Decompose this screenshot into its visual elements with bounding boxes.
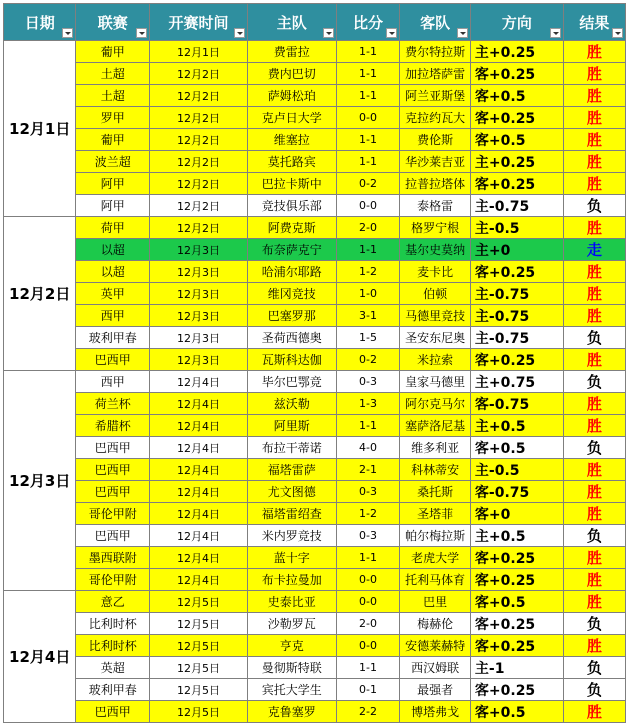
league-cell: 巴西甲 bbox=[76, 349, 150, 371]
home-team-cell: 毕尔巴鄂竞 bbox=[247, 371, 336, 393]
time-cell: 12月4日 bbox=[150, 437, 248, 459]
score-cell: 1-1 bbox=[336, 547, 400, 569]
result-cell: 负 bbox=[563, 195, 625, 217]
result-cell: 胜 bbox=[563, 85, 625, 107]
table-row bbox=[4, 591, 626, 613]
result-cell: 负 bbox=[563, 525, 625, 547]
away-team-cell: 马德里竞技 bbox=[400, 305, 471, 327]
direction-cell: 客+0.25 bbox=[470, 635, 563, 657]
league-cell: 西甲 bbox=[76, 305, 150, 327]
league-cell: 玻利甲春 bbox=[76, 327, 150, 349]
table-row bbox=[4, 107, 626, 129]
table-row bbox=[4, 327, 626, 349]
filter-dropdown-icon[interactable] bbox=[323, 28, 334, 38]
time-cell: 12月3日 bbox=[150, 261, 248, 283]
header-away bbox=[400, 4, 471, 41]
home-team-cell: 宾托大学生 bbox=[247, 679, 336, 701]
table-row bbox=[4, 415, 626, 437]
home-team-cell: 瓦斯科达伽 bbox=[247, 349, 336, 371]
result-cell: 走 bbox=[563, 239, 625, 261]
score-cell: 1-0 bbox=[336, 283, 400, 305]
time-cell: 12月2日 bbox=[150, 195, 248, 217]
league-cell: 荷甲 bbox=[76, 217, 150, 239]
table-row bbox=[4, 481, 626, 503]
result-cell: 胜 bbox=[563, 173, 625, 195]
league-cell: 希腊杯 bbox=[76, 415, 150, 437]
away-team-cell: 托利马体育 bbox=[400, 569, 471, 591]
league-cell: 英甲 bbox=[76, 283, 150, 305]
direction-cell: 客+0.25 bbox=[470, 261, 563, 283]
direction-cell: 主+0.5 bbox=[470, 415, 563, 437]
table-row bbox=[4, 261, 626, 283]
table-row bbox=[4, 459, 626, 481]
result-cell: 负 bbox=[563, 371, 625, 393]
time-cell: 12月3日 bbox=[150, 283, 248, 305]
league-cell: 英超 bbox=[76, 657, 150, 679]
home-team-cell: 维塞拉 bbox=[247, 129, 336, 151]
home-team-cell: 竞技俱乐部 bbox=[247, 195, 336, 217]
league-cell: 阿甲 bbox=[76, 173, 150, 195]
score-cell: 0-0 bbox=[336, 569, 400, 591]
away-team-cell: 泰格雷 bbox=[400, 195, 471, 217]
header-label: 开赛时间 bbox=[168, 13, 229, 32]
direction-cell: 主+0.75 bbox=[470, 371, 563, 393]
result-cell: 负 bbox=[563, 613, 625, 635]
direction-cell: 客+0.5 bbox=[470, 437, 563, 459]
league-cell: 土超 bbox=[76, 63, 150, 85]
league-cell: 葡甲 bbox=[76, 129, 150, 151]
table-row bbox=[4, 129, 626, 151]
header-direction bbox=[470, 4, 563, 41]
header-date bbox=[4, 4, 76, 41]
score-cell: 1-1 bbox=[336, 151, 400, 173]
away-team-cell: 帕尔梅拉斯 bbox=[400, 525, 471, 547]
league-cell: 巴西甲 bbox=[76, 437, 150, 459]
home-team-cell: 莫托路宾 bbox=[247, 151, 336, 173]
home-team-cell: 费内巴切 bbox=[247, 63, 336, 85]
league-cell: 以超 bbox=[76, 239, 150, 261]
header-label: 结果 bbox=[579, 13, 610, 32]
home-team-cell: 巴塞罗那 bbox=[247, 305, 336, 327]
table-row bbox=[4, 349, 626, 371]
home-team-cell: 布奈萨克宁 bbox=[247, 239, 336, 261]
direction-cell: 客+0.5 bbox=[470, 591, 563, 613]
result-cell: 胜 bbox=[563, 635, 625, 657]
direction-cell: 客+0.25 bbox=[470, 107, 563, 129]
league-cell: 波兰超 bbox=[76, 151, 150, 173]
result-cell: 胜 bbox=[563, 569, 625, 591]
result-cell: 负 bbox=[563, 679, 625, 701]
results-table bbox=[3, 3, 626, 723]
time-cell: 12月4日 bbox=[150, 569, 248, 591]
result-cell: 胜 bbox=[563, 393, 625, 415]
time-cell: 12月3日 bbox=[150, 349, 248, 371]
away-team-cell: 阿兰亚斯堡 bbox=[400, 85, 471, 107]
score-cell: 1-1 bbox=[336, 239, 400, 261]
time-cell: 12月5日 bbox=[150, 635, 248, 657]
result-cell: 胜 bbox=[563, 415, 625, 437]
result-cell: 胜 bbox=[563, 305, 625, 327]
time-cell: 12月5日 bbox=[150, 613, 248, 635]
result-cell: 负 bbox=[563, 437, 625, 459]
score-cell: 0-0 bbox=[336, 195, 400, 217]
table-row bbox=[4, 283, 626, 305]
time-cell: 12月3日 bbox=[150, 239, 248, 261]
direction-cell: 主-0.5 bbox=[470, 217, 563, 239]
league-cell: 西甲 bbox=[76, 371, 150, 393]
away-team-cell: 老虎大学 bbox=[400, 547, 471, 569]
away-team-cell: 塞萨洛尼基 bbox=[400, 415, 471, 437]
league-cell: 哥伦甲附 bbox=[76, 569, 150, 591]
league-cell: 比利时杯 bbox=[76, 613, 150, 635]
direction-cell: 客+0.5 bbox=[470, 701, 563, 723]
filter-dropdown-icon[interactable] bbox=[457, 28, 468, 38]
score-cell: 1-1 bbox=[336, 41, 400, 63]
away-team-cell: 西汉姆联 bbox=[400, 657, 471, 679]
home-team-cell: 曼彻斯特联 bbox=[247, 657, 336, 679]
table-row bbox=[4, 217, 626, 239]
away-team-cell: 费伦斯 bbox=[400, 129, 471, 151]
home-team-cell: 巴拉卡斯中 bbox=[247, 173, 336, 195]
score-cell: 1-5 bbox=[336, 327, 400, 349]
result-cell: 胜 bbox=[563, 349, 625, 371]
score-cell: 0-0 bbox=[336, 591, 400, 613]
away-team-cell: 克拉约瓦大 bbox=[400, 107, 471, 129]
table-row bbox=[4, 63, 626, 85]
league-cell: 阿甲 bbox=[76, 195, 150, 217]
table-row bbox=[4, 613, 626, 635]
league-cell: 巴西甲 bbox=[76, 481, 150, 503]
score-cell: 0-3 bbox=[336, 525, 400, 547]
direction-cell: 主+0.25 bbox=[470, 41, 563, 63]
home-team-cell: 亨克 bbox=[247, 635, 336, 657]
direction-cell: 客-0.75 bbox=[470, 393, 563, 415]
direction-cell: 主-0.5 bbox=[470, 459, 563, 481]
home-team-cell: 阿里斯 bbox=[247, 415, 336, 437]
time-cell: 12月3日 bbox=[150, 327, 248, 349]
home-team-cell: 克卢日大学 bbox=[247, 107, 336, 129]
table-row bbox=[4, 85, 626, 107]
away-team-cell: 圣塔菲 bbox=[400, 503, 471, 525]
direction-cell: 客+0.5 bbox=[470, 85, 563, 107]
time-cell: 12月2日 bbox=[150, 217, 248, 239]
date-cell: 12月1日 bbox=[4, 41, 76, 217]
direction-cell: 主-1 bbox=[470, 657, 563, 679]
header-league bbox=[76, 4, 150, 41]
home-team-cell: 米内罗竞技 bbox=[247, 525, 336, 547]
home-team-cell: 福塔雷萨 bbox=[247, 459, 336, 481]
score-cell: 1-1 bbox=[336, 129, 400, 151]
home-team-cell: 维冈竞技 bbox=[247, 283, 336, 305]
table-row bbox=[4, 701, 626, 723]
score-cell: 2-0 bbox=[336, 217, 400, 239]
direction-cell: 客+0.25 bbox=[470, 173, 563, 195]
result-cell: 胜 bbox=[563, 459, 625, 481]
time-cell: 12月4日 bbox=[150, 547, 248, 569]
league-cell: 土超 bbox=[76, 85, 150, 107]
result-cell: 胜 bbox=[563, 283, 625, 305]
time-cell: 12月2日 bbox=[150, 63, 248, 85]
header-score bbox=[336, 4, 400, 41]
header-label: 方向 bbox=[501, 13, 532, 32]
table-row bbox=[4, 239, 626, 261]
league-cell: 巴西甲 bbox=[76, 459, 150, 481]
date-cell: 12月4日 bbox=[4, 591, 76, 723]
home-team-cell: 蓝十字 bbox=[247, 547, 336, 569]
direction-cell: 主+0.5 bbox=[470, 525, 563, 547]
score-cell: 1-1 bbox=[336, 85, 400, 107]
score-cell: 3-1 bbox=[336, 305, 400, 327]
filter-dropdown-icon[interactable] bbox=[550, 28, 561, 38]
result-cell: 胜 bbox=[563, 591, 625, 613]
away-team-cell: 桑托斯 bbox=[400, 481, 471, 503]
home-team-cell: 沙勒罗瓦 bbox=[247, 613, 336, 635]
home-team-cell: 布拉干蒂诺 bbox=[247, 437, 336, 459]
home-team-cell: 哈浦尔耶路 bbox=[247, 261, 336, 283]
table-row bbox=[4, 305, 626, 327]
away-team-cell: 华沙莱吉亚 bbox=[400, 151, 471, 173]
header-label: 联赛 bbox=[97, 13, 128, 32]
table-row bbox=[4, 437, 626, 459]
away-team-cell: 米拉索 bbox=[400, 349, 471, 371]
date-cell: 12月3日 bbox=[4, 371, 76, 591]
time-cell: 12月2日 bbox=[150, 107, 248, 129]
away-team-cell: 维多利亚 bbox=[400, 437, 471, 459]
score-cell: 1-3 bbox=[336, 393, 400, 415]
result-cell: 胜 bbox=[563, 217, 625, 239]
direction-cell: 主-0.75 bbox=[470, 195, 563, 217]
time-cell: 12月4日 bbox=[150, 481, 248, 503]
league-cell: 哥伦甲附 bbox=[76, 503, 150, 525]
table-row bbox=[4, 679, 626, 701]
league-cell: 葡甲 bbox=[76, 41, 150, 63]
score-cell: 1-2 bbox=[336, 503, 400, 525]
score-cell: 1-1 bbox=[336, 657, 400, 679]
table-row bbox=[4, 195, 626, 217]
time-cell: 12月2日 bbox=[150, 173, 248, 195]
score-cell: 0-2 bbox=[336, 173, 400, 195]
home-team-cell: 阿费克斯 bbox=[247, 217, 336, 239]
away-team-cell: 麦卡比 bbox=[400, 261, 471, 283]
table-row bbox=[4, 393, 626, 415]
filter-dropdown-icon[interactable] bbox=[234, 28, 245, 38]
away-team-cell: 巴里 bbox=[400, 591, 471, 613]
direction-cell: 主+0.25 bbox=[470, 151, 563, 173]
score-cell: 0-0 bbox=[336, 635, 400, 657]
table-row bbox=[4, 657, 626, 679]
score-cell: 2-0 bbox=[336, 613, 400, 635]
time-cell: 12月4日 bbox=[150, 503, 248, 525]
score-cell: 0-0 bbox=[336, 107, 400, 129]
direction-cell: 客-0.75 bbox=[470, 481, 563, 503]
direction-cell: 客+0 bbox=[470, 503, 563, 525]
result-cell: 胜 bbox=[563, 503, 625, 525]
score-cell: 2-2 bbox=[336, 701, 400, 723]
direction-cell: 主-0.75 bbox=[470, 283, 563, 305]
direction-cell: 客+0.25 bbox=[470, 679, 563, 701]
result-cell: 胜 bbox=[563, 129, 625, 151]
score-cell: 0-3 bbox=[336, 371, 400, 393]
time-cell: 12月4日 bbox=[150, 525, 248, 547]
filter-dropdown-icon[interactable] bbox=[136, 28, 147, 38]
result-cell: 胜 bbox=[563, 547, 625, 569]
home-team-cell: 圣荷西德奥 bbox=[247, 327, 336, 349]
score-cell: 0-2 bbox=[336, 349, 400, 371]
header-label: 比分 bbox=[353, 13, 384, 32]
header-label: 客队 bbox=[420, 13, 451, 32]
direction-cell: 客+0.25 bbox=[470, 547, 563, 569]
table-row bbox=[4, 371, 626, 393]
away-team-cell: 皇家马德里 bbox=[400, 371, 471, 393]
home-team-cell: 克鲁塞罗 bbox=[247, 701, 336, 723]
league-cell: 巴西甲 bbox=[76, 525, 150, 547]
direction-cell: 客+0.5 bbox=[470, 129, 563, 151]
away-team-cell: 格罗宁根 bbox=[400, 217, 471, 239]
away-team-cell: 最强者 bbox=[400, 679, 471, 701]
away-team-cell: 伯顿 bbox=[400, 283, 471, 305]
league-cell: 荷兰杯 bbox=[76, 393, 150, 415]
score-cell: 0-1 bbox=[336, 679, 400, 701]
direction-cell: 客+0.25 bbox=[470, 349, 563, 371]
table-row bbox=[4, 547, 626, 569]
score-cell: 1-1 bbox=[336, 415, 400, 437]
home-team-cell: 萨姆松珀 bbox=[247, 85, 336, 107]
table-row bbox=[4, 151, 626, 173]
direction-cell: 主+0 bbox=[470, 239, 563, 261]
home-team-cell: 兹沃勒 bbox=[247, 393, 336, 415]
time-cell: 12月3日 bbox=[150, 305, 248, 327]
direction-cell: 客+0.25 bbox=[470, 569, 563, 591]
score-cell: 2-1 bbox=[336, 459, 400, 481]
table-row bbox=[4, 525, 626, 547]
table-row bbox=[4, 41, 626, 63]
score-cell: 4-0 bbox=[336, 437, 400, 459]
result-cell: 负 bbox=[563, 327, 625, 349]
time-cell: 12月4日 bbox=[150, 393, 248, 415]
time-cell: 12月4日 bbox=[150, 415, 248, 437]
table-row bbox=[4, 635, 626, 657]
time-cell: 12月4日 bbox=[150, 371, 248, 393]
time-cell: 12月4日 bbox=[150, 459, 248, 481]
header-home bbox=[247, 4, 336, 41]
away-team-cell: 拉普拉塔体 bbox=[400, 173, 471, 195]
direction-cell: 客+0.25 bbox=[470, 613, 563, 635]
result-cell: 胜 bbox=[563, 701, 625, 723]
result-cell: 胜 bbox=[563, 481, 625, 503]
home-team-cell: 布卡拉曼加 bbox=[247, 569, 336, 591]
home-team-cell: 福塔雷绍查 bbox=[247, 503, 336, 525]
result-cell: 负 bbox=[563, 657, 625, 679]
table-body bbox=[4, 41, 626, 723]
result-cell: 胜 bbox=[563, 41, 625, 63]
score-cell: 0-3 bbox=[336, 481, 400, 503]
time-cell: 12月5日 bbox=[150, 657, 248, 679]
filter-dropdown-icon[interactable] bbox=[62, 28, 73, 38]
score-cell: 1-1 bbox=[336, 63, 400, 85]
home-team-cell: 尤文图德 bbox=[247, 481, 336, 503]
away-team-cell: 阿尔克马尔 bbox=[400, 393, 471, 415]
league-cell: 以超 bbox=[76, 261, 150, 283]
away-team-cell: 博塔弗戈 bbox=[400, 701, 471, 723]
filter-dropdown-icon[interactable] bbox=[612, 28, 623, 38]
table-row bbox=[4, 569, 626, 591]
away-team-cell: 科林蒂安 bbox=[400, 459, 471, 481]
result-cell: 胜 bbox=[563, 151, 625, 173]
header-label: 日期 bbox=[24, 13, 55, 32]
result-cell: 胜 bbox=[563, 63, 625, 85]
time-cell: 12月5日 bbox=[150, 679, 248, 701]
time-cell: 12月2日 bbox=[150, 129, 248, 151]
header-result bbox=[563, 4, 625, 41]
header-row bbox=[4, 4, 626, 41]
league-cell: 意乙 bbox=[76, 591, 150, 613]
header-time bbox=[150, 4, 248, 41]
result-cell: 胜 bbox=[563, 107, 625, 129]
table-row bbox=[4, 503, 626, 525]
direction-cell: 主-0.75 bbox=[470, 327, 563, 349]
time-cell: 12月2日 bbox=[150, 151, 248, 173]
direction-cell: 主-0.75 bbox=[470, 305, 563, 327]
home-team-cell: 费雷拉 bbox=[247, 41, 336, 63]
league-cell: 墨西联附 bbox=[76, 547, 150, 569]
table-row bbox=[4, 173, 626, 195]
header-label: 主队 bbox=[276, 13, 307, 32]
league-cell: 比利时杯 bbox=[76, 635, 150, 657]
league-cell: 巴西甲 bbox=[76, 701, 150, 723]
home-team-cell: 史泰比亚 bbox=[247, 591, 336, 613]
league-cell: 罗甲 bbox=[76, 107, 150, 129]
result-cell: 胜 bbox=[563, 261, 625, 283]
date-cell: 12月2日 bbox=[4, 217, 76, 371]
time-cell: 12月5日 bbox=[150, 701, 248, 723]
away-team-cell: 基尔史莫纳 bbox=[400, 239, 471, 261]
away-team-cell: 梅赫伦 bbox=[400, 613, 471, 635]
league-cell: 玻利甲春 bbox=[76, 679, 150, 701]
filter-dropdown-icon[interactable] bbox=[386, 28, 397, 38]
away-team-cell: 费尔特拉斯 bbox=[400, 41, 471, 63]
score-cell: 1-2 bbox=[336, 261, 400, 283]
time-cell: 12月1日 bbox=[150, 41, 248, 63]
away-team-cell: 安德莱赫特 bbox=[400, 635, 471, 657]
time-cell: 12月2日 bbox=[150, 85, 248, 107]
time-cell: 12月5日 bbox=[150, 591, 248, 613]
direction-cell: 客+0.25 bbox=[470, 63, 563, 85]
away-team-cell: 加拉塔萨雷 bbox=[400, 63, 471, 85]
away-team-cell: 圣安东尼奥 bbox=[400, 327, 471, 349]
